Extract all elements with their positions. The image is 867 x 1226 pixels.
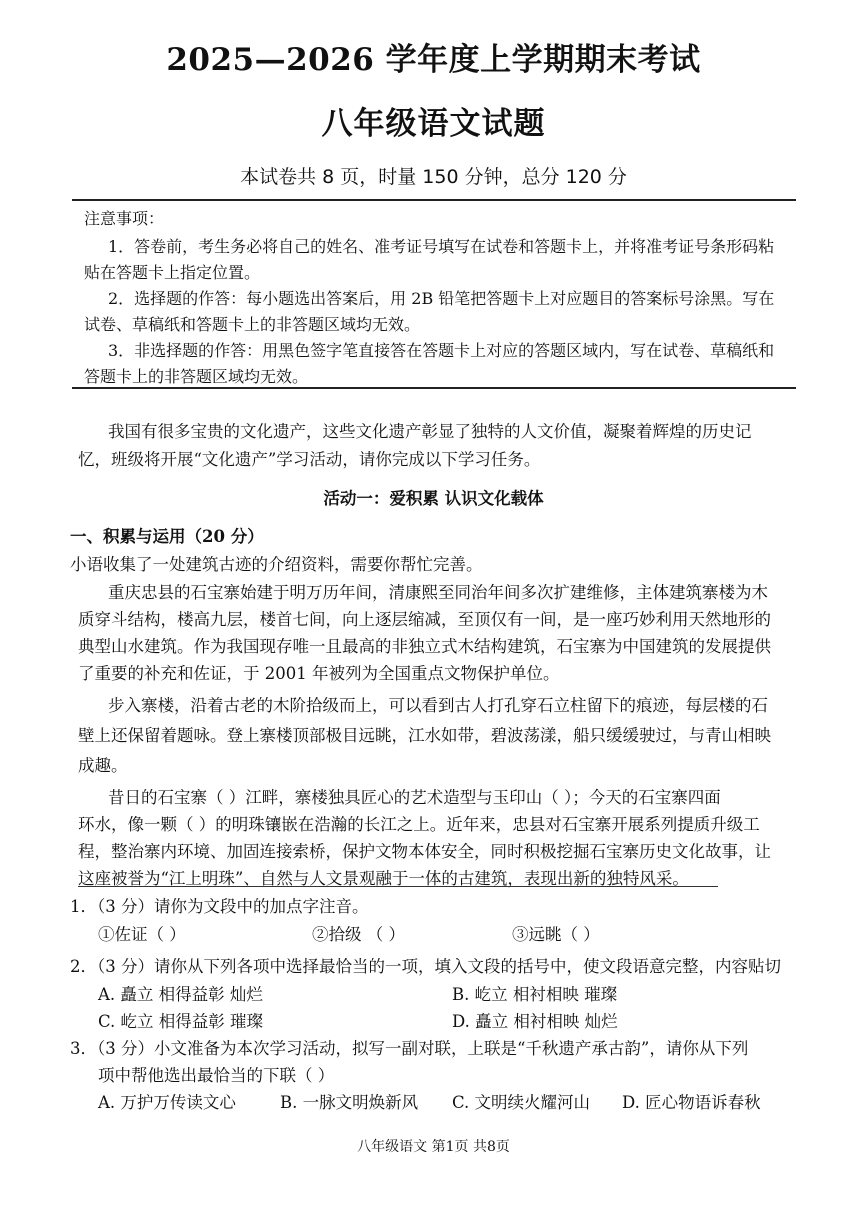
question-3-option: C. 文明续火耀河山 — [452, 1093, 591, 1112]
passage-line: 典型山水建筑。作为我国现存唯一且最高的非独立式木结构建筑，石宝寨为中国建筑的发展提供 — [78, 637, 771, 656]
passage-line: 重庆忠县的石宝寨始建于明万历年间，清康熙至同治年间多次扩建维修，主体建筑寨楼为木 — [108, 583, 768, 602]
exam-title: 2025—2026 学年度上学期期末考试 — [166, 42, 701, 78]
section-title: 一、积累与运用（20 分） — [70, 527, 264, 546]
question-3-stem-cont: 项中帮他选出最恰当的下联（ ） — [98, 1066, 335, 1085]
question-2-option: B. 屹立 相衬相映 璀璨 — [452, 985, 618, 1004]
passage-line: 成趣。 — [78, 756, 128, 775]
intro-line: 忆，班级将开展“文化遗产”学习活动，请你完成以下学习任务。 — [78, 450, 541, 469]
exam-info: 本试卷共 8 页，时量 150 分钟，总分 120 分 — [240, 166, 627, 188]
section-intro: 小语收集了一处建筑古迹的介绍资料，需要你帮忙完善。 — [70, 555, 483, 574]
activity-title: 活动一：爱积累 认识文化载体 — [323, 489, 544, 508]
question-1-item: ①佐证（ ） — [98, 925, 186, 944]
passage-line: 步入寨楼，沿着古老的木阶拾级而上，可以看到古人打孔穿石立柱留下的痕迹，每层楼的石 — [108, 696, 768, 715]
question-1-item: ③远眺（ ） — [512, 925, 600, 944]
subject-title: 八年级语文试题 — [321, 106, 546, 142]
question-3-option: D. 匠心物语诉春秋 — [622, 1093, 761, 1112]
question-3-stem: 3．（3 分）小文准备为本次学习活动，拟写一副对联，上联是“千秋遗产承古韵”，请你从下列 — [70, 1039, 749, 1058]
page-footer: 八年级语文 第1页 共8页 — [357, 1139, 510, 1155]
passage-line: 了重要的补充和佐证，于 2001 年被列为全国重点文物保护单位。 — [78, 664, 560, 683]
notice-line: 3．非选择题的作答：用黑色签字笔直接答在答题卡上对应的答题区域内，写在试卷、草稿纸和 — [108, 341, 775, 360]
question-3-option: A. 万护万传读文心 — [98, 1093, 236, 1112]
question-2-option: C. 屹立 相得益彰 璀璨 — [98, 1012, 264, 1031]
intro-line: 我国有很多宝贵的文化遗产，这些文化遗产彰显了独特的人文价值，凝聚着辉煌的历史记 — [108, 422, 752, 441]
passage-line: 环水，像一颗（ ）的明珠镶嵌在浩瀚的长江之上。近年来，忠县对石宝寨开展系列提质升级工 — [78, 815, 760, 834]
notice-line: 1．答卷前，考生务必将自己的姓名、准考证号填写在试卷和答题卡上，并将准考证号条形码粘 — [108, 237, 775, 256]
notice-line: 答题卡上的非答题区域均无效。 — [84, 367, 309, 386]
notice-divider — [72, 387, 796, 389]
passage-line: 质穿斗结构，楼高九层，楼首七间，向上逐层缩减，至顶仅有一间，是一座巧妙利用天然地形的 — [78, 610, 771, 629]
question-1-item: ②拾级 （ ） — [312, 925, 405, 944]
passage-line: 昔日的石宝寨（ ）江畔，寨楼独具匠心的艺术造型与玉印山（ ）；今天的石宝寨四面 — [108, 788, 721, 807]
question-3-option: B. 一脉文明焕新风 — [280, 1093, 419, 1112]
passage-line: 这座被誉为“江上明珠”、自然与人文景观融于一体的古建筑，表现出新的独特风采。 — [78, 869, 689, 888]
passage-line: 程，整治寨内环境、加固连接索桥，保护文物本体安全，同时积极挖掘石宝寨历史文化故事，让 — [78, 842, 771, 861]
notice-line: 试卷、草稿纸和答题卡上的非答题区域均无效。 — [84, 315, 421, 334]
passage-line: 壁上还保留着题咏。登上寨楼顶部极目远眺，江水如带，碧波荡漾，船只缓缓驶过，与青山相映 — [78, 726, 771, 745]
notice-line: 贴在答题卡上指定位置。 — [84, 263, 261, 282]
passage-underline — [78, 886, 718, 887]
question-2-option: A. 矗立 相得益彰 灿烂 — [98, 985, 263, 1004]
question-1-stem: 1．（3 分）请你为文段中的加点字注音。 — [70, 897, 369, 916]
top-divider — [72, 199, 796, 201]
question-2-option: D. 矗立 相衬相映 灿烂 — [452, 1012, 618, 1031]
notice-heading: 注意事项： — [84, 209, 165, 228]
question-2-stem: 2．（3 分）请你从下列各项中选择最恰当的一项，填入文段的括号中，使文段语意完整，内容贴切 — [70, 957, 781, 976]
notice-line: 2．选择题的作答：每小题选出答案后，用 2B 铅笔把答题卡上对应题目的答案标号涂黑。写在 — [108, 289, 775, 308]
